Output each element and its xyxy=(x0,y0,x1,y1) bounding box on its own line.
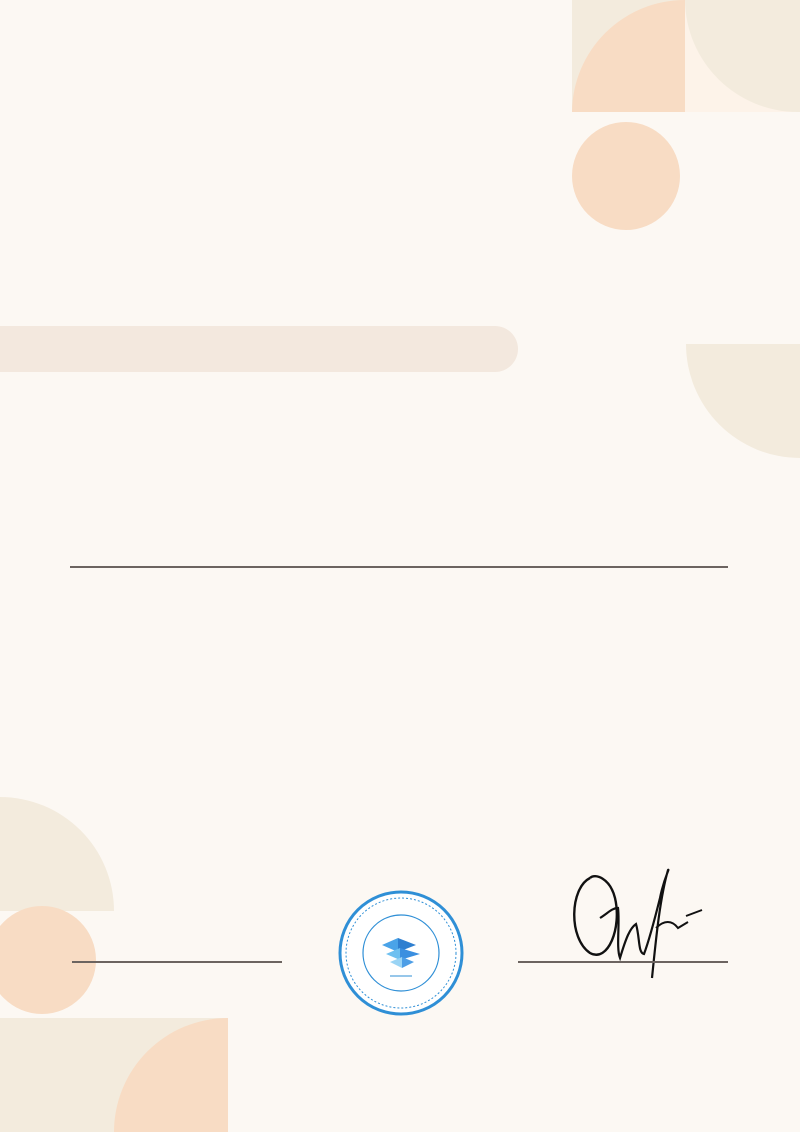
peach-circle-top xyxy=(572,122,680,230)
cream-quarter-left xyxy=(0,797,114,911)
peach-circle-bottom xyxy=(0,906,96,1014)
date-underline xyxy=(72,961,282,963)
confirmation-band xyxy=(0,326,518,372)
signature-underline xyxy=(518,961,728,963)
academy-seal-icon xyxy=(338,890,464,1016)
cream-quarter-right xyxy=(686,344,800,458)
recipient-underline xyxy=(70,566,728,568)
signature-image xyxy=(560,858,710,988)
